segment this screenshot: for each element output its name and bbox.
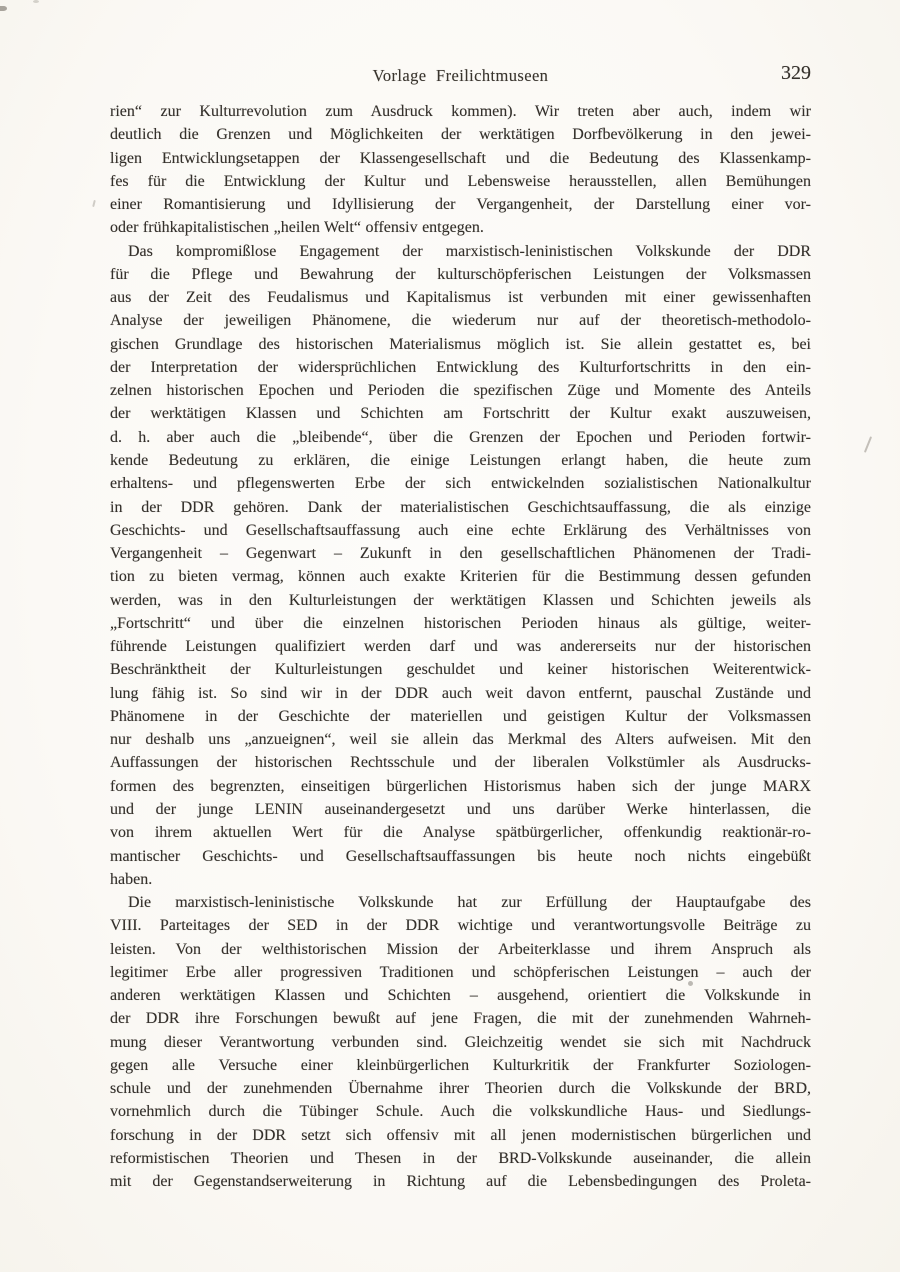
text-line: Vergangenheit – Gegenwart – Zukunft in den gesellschaftlichen Phänomenen der Tradi- — [110, 545, 811, 563]
text-line: „Fortschritt“ und über die einzelnen historischen Perioden hinaus als gültige, weiter- — [110, 614, 811, 632]
text-line: von ihrem aktuellen Wert für die Analyse spätbürgerlicher, offenkundig reaktionär-ro- — [110, 824, 811, 842]
text-line: der werktätigen Klassen und Schichten am Fortschritt der Kultur exakt auszuweisen, — [110, 405, 811, 423]
text-line: haben. — [110, 870, 153, 888]
text-line: reformistischen Theorien und Thesen in der BRD-Volkskunde auseinander, die allein — [110, 1149, 811, 1167]
text-line: zelnen historischen Epochen und Perioden die spezifischen Züge und Momente des Anteils — [110, 382, 811, 400]
text-line: leisten. Von der welthistorischen Mission der Arbeiterklasse und ihrem Anspruch als — [110, 940, 811, 958]
text-line: vornehmlich durch die Tübinger Schule. Auch die volkskundliche Haus- und Siedlungs- — [110, 1103, 811, 1121]
text-line: legitimer Erbe aller progressiven Traditionen und schöpferischen Leistungen – auch der — [110, 963, 811, 981]
text-line: aus der Zeit des Feudalismus und Kapitalismus ist verbunden mit einer gewissenhaften — [110, 289, 811, 307]
page-header — [110, 62, 811, 90]
text-line: kende Bedeutung zu erklären, die einige Leistungen erlangt haben, die heute zum — [110, 451, 811, 469]
text-line: anderen werktätigen Klassen und Schichten – ausgehend, orientiert die Volkskunde in — [110, 987, 811, 1005]
text-line: ligen Entwicklungsetappen der Klassengesellschaft und die Bedeutung des Klassenkamp- — [110, 149, 811, 167]
text-line: oder frühkapitalistischen „heilen Welt“ offensiv entgegen. — [110, 219, 484, 237]
text-line: der Interpretation der widersprüchlichen Entwicklung des Kulturfortschritts in den ein- — [110, 358, 811, 376]
text-line: einer Romantisierung und Idyllisierung der Vergangenheit, der Darstellung einer vor- — [110, 196, 811, 214]
text-line: Auffassungen der historischen Rechtsschule und der liberalen Volkstümler als Ausdrucks- — [110, 754, 811, 772]
text-line: mantischer Geschichts- und Gesellschaftsauffassungen bis heute noch nichts eingebüßt — [110, 847, 811, 865]
text-line: VIII. Parteitages der SED in der DDR wichtige und verantwortungsvolle Beiträge zu — [110, 917, 811, 935]
text-line: d. h. aber auch die „bleibende“, über die Grenzen der Epochen und Perioden fortwir- — [110, 428, 811, 446]
text-line: nur deshalb uns „anzueignen“, weil sie allein das Merkmal des Alters aufweisen. Mit den — [110, 731, 811, 749]
text-line: Geschichts- und Gesellschaftsauffassung auch eine echte Erklärung des Verhältnisses von — [110, 521, 811, 539]
text-line: der DDR ihre Forschungen bewußt auf jene Fragen, die mit der zunehmenden Wahrneh- — [110, 1010, 811, 1028]
scan-speck — [92, 200, 96, 207]
text-line: für die Pflege und Bewahrung der kulturschöpferischen Leistungen der Volksmassen — [110, 265, 811, 283]
text-line: forschung in der DDR setzt sich offensiv mit all jenen modernistischen bürgerlichen und — [110, 1126, 811, 1144]
text-line: schule und der zunehmenden Übernahme ihrer Theorien durch die Volkskunde der BRD, — [110, 1080, 811, 1098]
text-line: lung fähig ist. So sind wir in der DDR auch weit davon entfernt, pauschal Zustände und — [110, 684, 811, 702]
scan-speck — [33, 0, 39, 3]
scan-speck — [0, 6, 7, 11]
text-line: mung dieser Verantwortung verbunden sind. Gleichzeitig wendet sie sich mit Nachdruck — [110, 1033, 811, 1051]
text-line: deutlich die Grenzen und Möglichkeiten der werktätigen Dorfbevölkerung in den jewei- — [110, 126, 811, 144]
running-title: Vorlage Freilichtmuseen — [372, 66, 549, 85]
text-line: Analyse der jeweiligen Phänomene, die wiederum nur auf der theoretisch-methodolo- — [110, 312, 811, 330]
ink-dot — [688, 981, 693, 986]
text-block — [110, 100, 811, 1193]
text-line: Beschränktheit der Kulturleistungen geschuldet und keiner historischen Weiterentwick- — [110, 661, 811, 679]
text-line: formen des begrenzten, einseitigen bürgerlichen Historismus haben sich der junge MARX — [110, 777, 811, 795]
text-line: und der junge LENIN auseinandergesetzt und uns darüber Werke hinterlassen, die — [110, 800, 811, 818]
text-line: mit der Gegenstandserweiterung in Richtung auf die Lebensbedingungen des Proleta- — [110, 1173, 811, 1191]
text-line: in der DDR gehören. Dank der materialistischen Geschichtsauffassung, die als einzige — [110, 498, 811, 516]
text-line: tion zu bieten vermag, können auch exakte Kriterien für die Bestimmung dessen gefunden — [110, 568, 811, 586]
text-line: erhaltens- und pflegenswerten Erbe der sich entwickelnden sozialistischen Nationalkultur — [110, 475, 811, 493]
text-line: Das kompromißlose Engagement der marxistisch-leninistischen Volkskunde der DDR — [128, 242, 811, 260]
text-line: fes für die Entwicklung der Kultur und Lebensweise herausstellen, allen Bemühungen — [110, 172, 811, 190]
scan-speck — [864, 436, 872, 453]
text-line: führende Leistungen qualifiziert werden darf und was andererseits nur der historischen — [110, 638, 811, 656]
text-line: Die marxistisch-leninistische Volkskunde hat zur Erfüllung der Hauptaufgabe des — [128, 894, 811, 912]
text-line: rien“ zur Kulturrevolution zum Ausdruck kommen). Wir treten aber auch, indem wir — [110, 103, 811, 120]
page-number: 329 — [781, 62, 811, 84]
text-line: Phänomene in der Geschichte der materiellen und geistigen Kultur der Volksmassen — [110, 707, 811, 725]
text-line: werden, was in den Kulturleistungen der werktätigen Klassen und Schichten jeweils als — [110, 591, 811, 609]
text-line: gegen alle Versuche einer kleinbürgerlichen Kulturkritik der Frankfurter Soziologen- — [110, 1056, 811, 1074]
text-line: gischen Grundlage des historischen Materialismus möglich ist. Sie allein gestattet es, bei — [110, 335, 811, 353]
